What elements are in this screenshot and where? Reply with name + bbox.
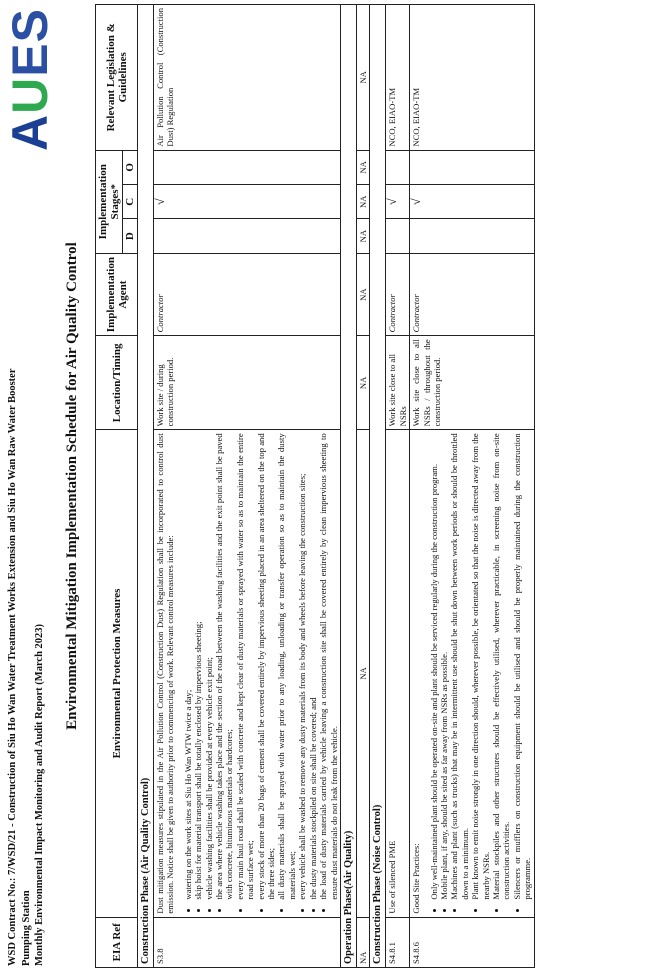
list-item: • Silencers or mufflers on construction equipment should be utilised and should be properly maintained during the construction programme. — [512, 433, 533, 899]
eia-ref: S4.8.6 — [410, 917, 534, 967]
measure-cell — [154, 430, 341, 917]
list-item: • vehicle washing facilities shall be provided at every vehicle exit point; — [204, 433, 214, 899]
legislation-cell: NA — [356, 5, 369, 151]
eia-ref: NA — [356, 917, 369, 967]
location-cell: Work site close to all NSRs / throughout the construction period. — [410, 336, 534, 430]
logo-letter-s: S — [2, 8, 58, 43]
list-item: • Mobile plant, if any, should be sited as far away from NSRs as possible. — [439, 433, 449, 899]
measure-list — [429, 433, 533, 913]
stage-d-cell — [410, 219, 534, 253]
list-item: • the area where vehicle washing takes place and the section of the road between the washing facilities and the exit point shall be paved with concrete, bituminous materials or hardcores; — [214, 433, 235, 899]
stage-d-cell — [154, 219, 341, 253]
measure-intro: Good Site Practices: — [411, 843, 422, 914]
agent-cell: NA — [356, 253, 369, 336]
measure-cell: NA — [356, 430, 369, 917]
col-legislation: Relevant Legislation & Guidelines — [96, 5, 138, 151]
table-row — [356, 5, 369, 968]
legislation-cell: NCO, EIAO-TM — [410, 5, 534, 151]
measure-list — [183, 433, 339, 913]
list-item: • the load of dusty materials carried by vehicle leaving a construction site shall be covered entirely by clean impervious sheeting to ensure dust materials do not leak from the vehicle. — [318, 433, 339, 899]
location-cell: Work site close to all NSRs — [386, 336, 410, 430]
location-cell: Work site / during construction period. — [154, 336, 341, 430]
eia-ref: S3.8 — [154, 917, 341, 967]
stage-c-cell: NA — [356, 185, 369, 219]
agent-cell: Contractor — [386, 253, 410, 336]
col-stage-d: D — [123, 219, 138, 253]
page-title: Environmental Mitigation Implementation Schedule for Air Quality Control — [64, 242, 80, 730]
report-header — [6, 369, 47, 967]
list-item: • every main haul road shall be scaled with concrete and kept clear of dusty materials or sprayed with water so as to maintain the entire road surface wet; — [235, 433, 256, 899]
stage-d-cell: NA — [356, 219, 369, 253]
col-stage-o: O — [123, 150, 138, 184]
list-item: • every vehicle shall be washed to remove any dusty materials from its body and wheels before leaving the construction sites; — [297, 433, 307, 899]
phase-row — [138, 5, 154, 968]
measure-cell: Use of silenced PME — [386, 430, 410, 917]
stage-o-cell — [386, 150, 410, 184]
list-item: • all dusty materials shall be sprayed with water prior to any loading, unloading or transfer operation so as to maintain the dusty materials wet; — [276, 433, 297, 899]
measure-intro: Dust mitigation measures stipulated in the Air Pollution Control (Construction Dust) Regulation shall be incorporated to control dust emission. Notice shall be given to authority prior to commencing of work. Relevant control measures include: — [155, 433, 176, 914]
list-item: • Only well-maintained plant should be operated on-site and plant should be serviced regularly during the construction program. — [429, 433, 439, 899]
stage-o-cell — [410, 150, 534, 184]
contract-line: WSD Contract No.: 7/WSD/21 - Construction of Siu Ho Wan Water Treatment Works Extension and Siu Ho Wan Raw Water Booster — [7, 368, 18, 966]
header-row — [96, 5, 123, 968]
list-item: • watering on the work sites at Siu Ho Wan WTW twice a day; — [183, 433, 193, 899]
agent-cell: Contractor — [154, 253, 341, 336]
logo-letter-u: U — [2, 76, 58, 114]
stage-o-cell: NA — [356, 150, 369, 184]
col-stages: Implementation Stages* — [96, 150, 123, 253]
table-row — [410, 5, 534, 968]
col-agent: Implementation Agent — [96, 253, 138, 336]
stage-c-tick: √ — [410, 185, 534, 219]
list-item: • Material stockpiles and other structures should be effectively utilised, wherever practicable, in screening noise from on-site construction activities. — [491, 433, 512, 899]
location-cell: NA — [356, 336, 369, 430]
list-item: • every stock of more than 20 bags of cement shall be covered entirely by impervious sheeting placed in an area sheltered on the top and the three sides; — [256, 433, 277, 899]
table-row — [386, 5, 410, 968]
list-item: • the dusty materials stockpiled on site shall be covered; and — [308, 433, 318, 899]
legislation-cell: NCO, EIAO-TM — [386, 5, 410, 151]
aues-logo — [2, 8, 58, 151]
measure-cell — [410, 430, 534, 917]
report-subtitle: Monthly Environmental Impact Monitoring and Audit Report (March 2023) — [34, 623, 45, 966]
phase-label: Operation Phase(Air Quality) — [340, 5, 356, 968]
list-item: • skip hoist for material transport shall be totally enclosed by impervious sheeting; — [193, 433, 203, 899]
col-eia-ref: EIA Ref — [96, 917, 138, 967]
phase-label: Construction Phase (Air Quality Control) — [138, 5, 154, 968]
phase-row — [370, 5, 386, 968]
logo-letter-a: A — [2, 113, 58, 151]
stage-o-cell — [154, 150, 341, 184]
col-location: Location/Timing — [96, 336, 138, 430]
col-measures: Environmental Protection Measures — [96, 430, 138, 917]
stage-c-tick: √ — [154, 185, 341, 219]
phase-row — [340, 5, 356, 968]
stage-c-tick: √ — [386, 185, 410, 219]
phase-label: Construction Phase (Noise Control) — [370, 5, 386, 968]
list-item: • Plant known to emit noise strongly in one direction should, wherever possible, be orientated so that the noise is directed away from the nearby NSRs. — [470, 433, 491, 899]
logo-letter-e: E — [2, 42, 58, 77]
col-stage-c: C — [123, 185, 138, 219]
mitigation-schedule-table — [95, 4, 535, 968]
eia-ref: S4.8.1 — [386, 917, 410, 967]
stage-d-cell — [386, 219, 410, 253]
legislation-cell: Air Pollution Control (Construction Dust) Regulation — [154, 5, 341, 151]
agent-cell: Contractor — [410, 253, 534, 336]
list-item: • Machines and plant (such as trucks) that may be in intermittent use should be shut down between work periods or should be throttled down to a minimum. — [449, 433, 470, 899]
table-row — [154, 5, 341, 968]
contract-line-cont: Pumping Station — [20, 890, 32, 966]
